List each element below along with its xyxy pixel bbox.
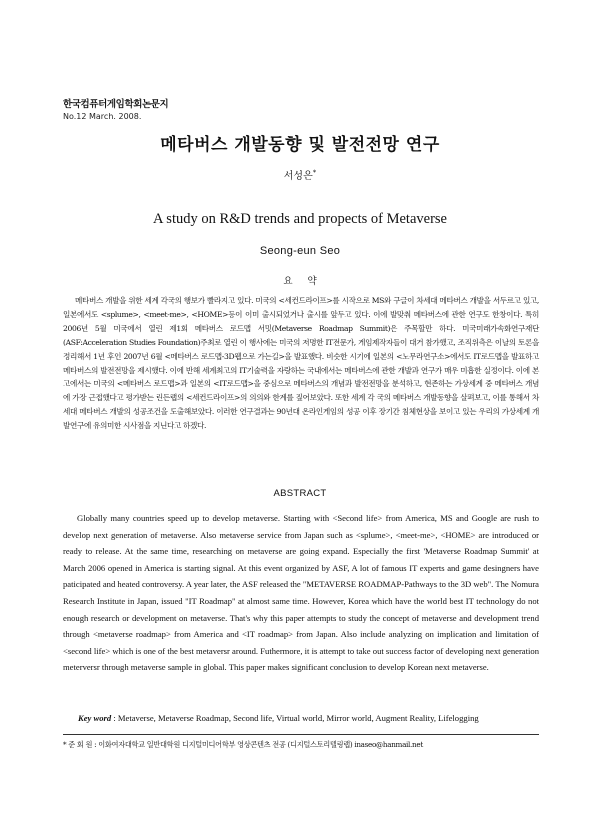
footnote-divider bbox=[63, 734, 539, 735]
keywords-label: Key word bbox=[78, 713, 112, 723]
abstract-english-heading: ABSTRACT bbox=[273, 488, 327, 499]
author-korean bbox=[0, 167, 600, 182]
paper-title-korean: 메타버스 개발동향 및 발전전망 연구 bbox=[160, 135, 440, 155]
abstract-korean: 메타버스 개발을 위한 세계 각국의 행보가 빨라지고 있다. 미국의 <세컨드라이프>를 시작으로 MS와 구글이 차세대 메타버스 개발을 서두르고 있고, 일본에서도 <splume>, <meet-me>, <HOME>등이 이미 출시되었거나 출시를 앞두고 있다. 이에 발맞춰 메타버스에 관한 연구도 한창이다. 특히 2006년 5월 미국에서 열린 제1회 메타버스 로드맵 서밋(Metaverse Roadmap Summit)은 주목할만 하다. 미국미래가속화연구재단(ASF:Acceleration Studies Foundation)주최로 열린 이 행사에는 미국의 저명한 IT전문가, 게임제작자들이 대거 참가했고, 조직위측은 이날의 토론을 정리해서 1년 후인 2007년 6월 <메타버스 로드맵-3D웹으로 가는길>을 발표했다. 비슷한 시기에 일본의 <노무라연구소>에서도 IT로드맵을 발표하고 메타버스의 발전전망을 제시했다. 이에 반해 세계최고의 IT기술력을 자랑하는 국내에서는 메타버스에 관한 개발과 연구가 매우 미흡한 실정이다. 이에 본 고에서는 미국의 <메타버스 로드맵>과 일본의 <IT로드맵>을 중심으로 메타버스의 개념과 발전전망을 분석하고, 현존하는 가상세계 중 메타버스 개념에 가장 근접했다고 평가받는 린든랩의 <세컨드라이프>의 의의와 한계를 짚어보았다. 또한 세계 각 국의 메타버스 개발동향을 살펴보고, 이를 통해서 차세대 메타버스 개발의 성공조건을 도출해보았다. 이러한 연구결과는 90년대 온라인게임의 성공 이후 장기간 침체현상을 보이고 있는 우리의 가상세계 개발연구에 유의미한 시사점을 지닌다고 하겠다. bbox=[63, 296, 539, 431]
abstract-korean-heading: 요 약 bbox=[283, 276, 317, 287]
journal-issue: No.12 March. 2008. bbox=[63, 112, 142, 121]
journal-name: 한국컴퓨터게임학회논문지 bbox=[63, 99, 169, 110]
author-footnote-mark: * bbox=[312, 168, 317, 177]
keywords bbox=[78, 713, 479, 723]
abstract-english: Globally many countries speed up to develop metaverse. Starting with <Second life> from America, MS and Google are rush to develop next generation of metaverse. Also metaverse service from Japan such as <splume>, <meet-me>, <HOME> are introduced or ready to release. At the same time, researching on metaverse are going expand. Especially the first 'Metaverse Roadmap Summit' at March 2006 opened in America is starting signal. At this event organized by ASF, A lot of famous IT experts and game desingners have paticipated and heated controversy. A year later, the ASF released the "METAVERSE ROADMAP-Pathways to the 3D web". The Nomura Research Institute in Japan, issued "IT Roadmap" at almost same time. However, Korea which have the world best IT technology do not enough research or development on metaverse. That's why this paper attempts to study the concept of metaverse and development trend through <metaverse roadmap> from America and <IT roadmap> from Japan. Also include analyzing on implication and limitation of <second life> which is one of the best metaversr around. Futhermore, it is attempt to take out success factor of developing next generation meterversr through metaverse sample in global. This paper makes significant conclusion to develop Korean next metaverse. bbox=[63, 513, 539, 673]
keywords-text: : Metaverse, Metaverse Roadmap, Second life, Virtual world, Mirror world, Augment Reality, Lifelogging bbox=[111, 713, 479, 723]
author-name-korean: 서성은 bbox=[283, 171, 313, 182]
paper-title-english: A study on R&D trends and propects of Metaverse bbox=[153, 211, 447, 227]
journal-header bbox=[63, 96, 168, 121]
author-english: Seong-eun Seo bbox=[259, 245, 341, 257]
author-footnote: * 준 회 원 : 이화여자대학교 일반대학원 디지털미디어학부 영상콘텐츠 전공 (디지털스토리텔링랩) inaseo@hanmail.net bbox=[63, 740, 423, 749]
